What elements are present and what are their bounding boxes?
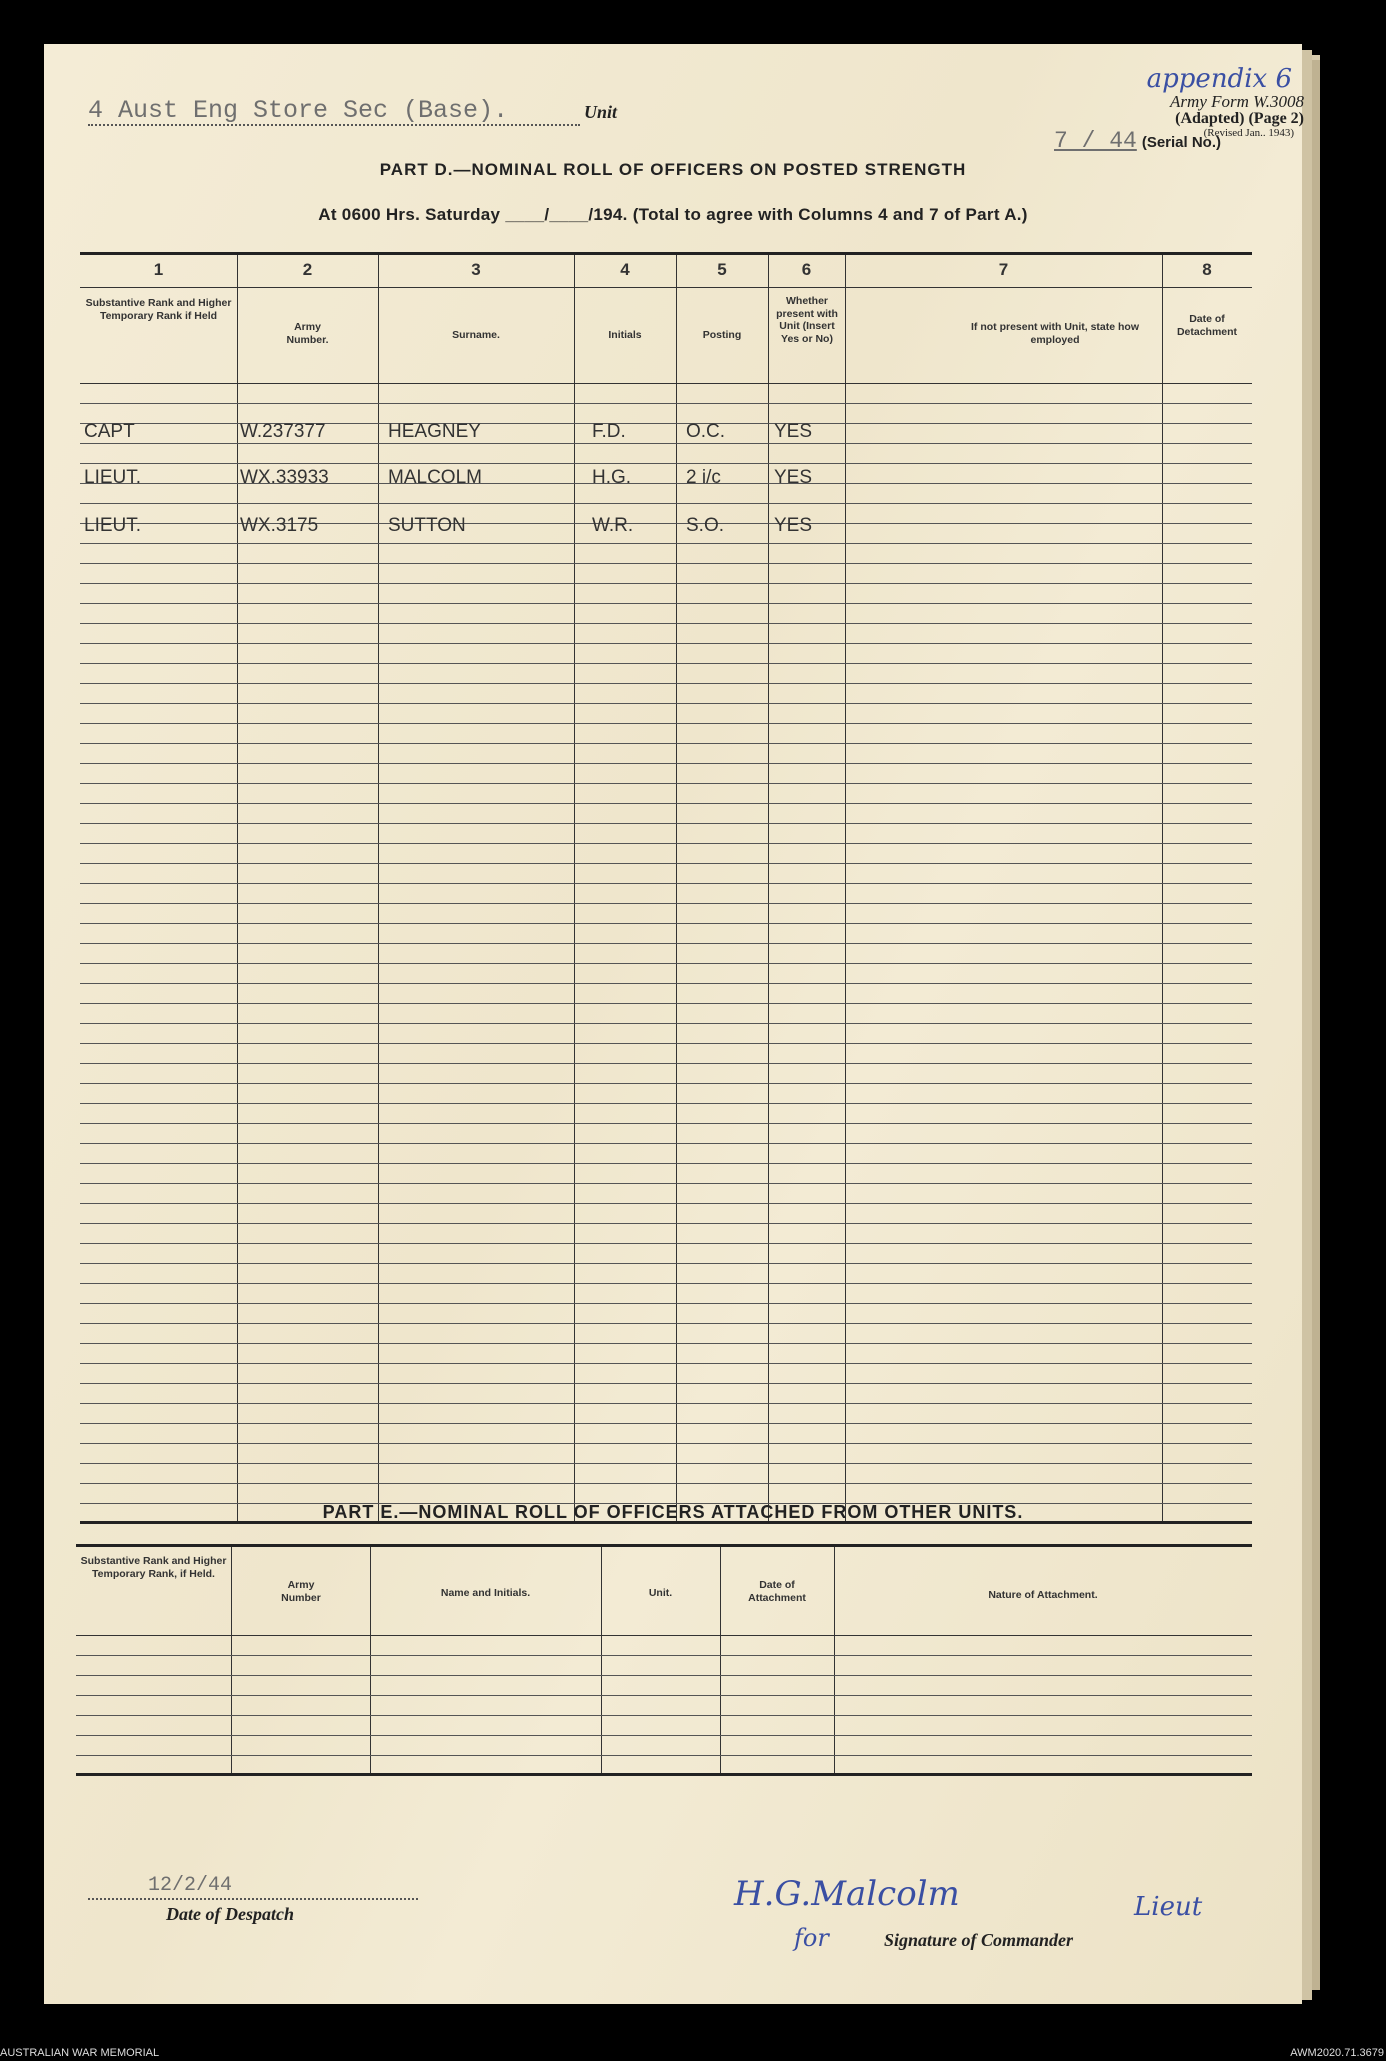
col-divider [1162, 255, 1163, 1521]
column-number: 1 [153, 260, 164, 279]
ruled-line [80, 803, 1252, 804]
form-adapted: (Adapted) (Page 2) [1175, 110, 1304, 128]
col-divider [601, 1547, 602, 1773]
ruled-line [80, 723, 1252, 724]
header-divider [80, 287, 1252, 288]
ruled-line [76, 1655, 1252, 1656]
column-header-employment: If not present with Unit, state how employed [971, 321, 1139, 346]
ruled-line [80, 1083, 1252, 1084]
ruled-line [80, 1063, 1252, 1064]
unit-line [88, 96, 618, 125]
ruled-line [80, 503, 1252, 504]
ruled-line [80, 603, 1252, 604]
ruled-line [76, 1715, 1252, 1716]
ruled-line [80, 1443, 1252, 1444]
serial-number [1054, 128, 1221, 154]
entry-rank: CAPT [84, 421, 135, 442]
ruled-line [80, 1203, 1252, 1204]
despatch-label: Date of Despatch [166, 1904, 294, 1924]
ruled-line [80, 1103, 1252, 1104]
col-divider [231, 1547, 232, 1773]
footer-credit: AUSTRALIAN WAR MEMORIAL [0, 2047, 160, 2059]
ruled-line [80, 1283, 1252, 1284]
column-number: 2 [302, 260, 313, 279]
entry-posting: O.C. [686, 421, 726, 442]
ruled-line [80, 883, 1252, 884]
ruled-line [80, 1183, 1252, 1184]
col-divider [834, 1547, 835, 1773]
paper-edge [1302, 50, 1312, 2000]
ruled-line [76, 1675, 1252, 1676]
column-number: 6 [801, 260, 812, 279]
column-header-name: Name and Initials. [440, 1587, 531, 1599]
header-bottom [76, 1635, 1252, 1636]
signature-label: Signature of Commander [884, 1930, 1074, 1950]
ruled-line [80, 1403, 1252, 1404]
col-divider [370, 1547, 371, 1773]
col-divider [378, 255, 379, 1521]
footer-accession: AWM2020.71.3679 [1290, 2047, 1384, 2059]
ruled-line [80, 583, 1252, 584]
column-header-initials: Initials [608, 329, 642, 341]
col-divider [720, 1547, 721, 1773]
ruled-line [80, 1343, 1252, 1344]
ruled-line [76, 1755, 1252, 1756]
column-header-nature: Nature of Attachment. [988, 1589, 1098, 1601]
column-header-present: Whether present with Unit (Insert Yes or No) [776, 295, 838, 345]
ruled-line [80, 563, 1252, 564]
entry-army-number: WX.3175 [240, 515, 319, 536]
col-divider [237, 255, 238, 1521]
column-header-posting: Posting [702, 329, 742, 341]
ruled-line [80, 1303, 1252, 1304]
column-header-army-number: Army Number [281, 1579, 321, 1604]
ruled-line [80, 963, 1252, 964]
ruled-line [80, 1463, 1252, 1464]
ruled-line [80, 1263, 1252, 1264]
column-header-army-number: Army Number. [286, 321, 329, 346]
column-number: 7 [998, 260, 1009, 279]
column-header-rank: Substantive Rank and Higher Temporary Rank, if Held. [80, 1555, 227, 1580]
entry-initials: H.G. [592, 467, 632, 488]
ruled-line [80, 763, 1252, 764]
unit-label: Unit [584, 102, 618, 122]
ruled-line [80, 663, 1252, 664]
ruled-line [80, 1383, 1252, 1384]
part-d-at-line: At 0600 Hrs. Saturday ____/____/194. (Total to agree with Columns 4 and 7 of Part A.) [318, 205, 1028, 224]
col-divider [676, 255, 677, 1521]
ruled-line [80, 843, 1252, 844]
entry-posting: S.O. [686, 515, 725, 536]
form-revised: (Revised Jan.. 1943) [1203, 126, 1294, 139]
entry-rank: LIEUT. [84, 467, 142, 488]
ruled-line [80, 923, 1252, 924]
column-header-date-attachment: Date of Attachment [748, 1579, 806, 1604]
ruled-line [80, 1363, 1252, 1364]
ruled-line [80, 983, 1252, 984]
ruled-line [80, 943, 1252, 944]
column-number: 3 [471, 260, 481, 279]
ruled-line [80, 1483, 1252, 1484]
col-divider [574, 255, 575, 1521]
entry-army-number: WX.33933 [240, 467, 329, 488]
ruled-line [80, 903, 1252, 904]
ruled-line [80, 1043, 1252, 1044]
entry-present: YES [774, 421, 813, 442]
part-d-title: PART D.—NOMINAL ROLL OF OFFICERS ON POSTED STRENGTH [379, 160, 967, 179]
despatch-dotted-line [88, 1898, 418, 1900]
ruled-line [80, 623, 1252, 624]
paper-edge-shadow [1312, 60, 1320, 1990]
ruled-line [80, 1003, 1252, 1004]
entry-initials: W.R. [592, 515, 634, 536]
column-number: 5 [717, 260, 727, 279]
ruled-line [80, 863, 1252, 864]
entry-army-number: W.237377 [240, 421, 326, 442]
column-header-surname: Surname. [452, 329, 500, 341]
column-header-unit: Unit. [648, 1587, 673, 1599]
part-e-title: PART E.—NOMINAL ROLL OF OFFICERS ATTACHED FROM OTHER UNITS. [322, 1502, 1024, 1522]
form-number: Army Form W.3008 [1170, 92, 1304, 112]
column-number: 4 [620, 260, 630, 279]
entry-present: YES [774, 515, 813, 536]
ruled-line [76, 1735, 1252, 1736]
ruled-line [80, 1143, 1252, 1144]
entry-surname: MALCOLM [388, 467, 482, 488]
column-header-detachment: Date of Detachment [1176, 313, 1238, 338]
col-divider [768, 255, 769, 1521]
ruled-line [76, 1695, 1252, 1696]
ruled-line [80, 1243, 1252, 1244]
ruled-line [80, 403, 1252, 404]
entry-surname: HEAGNEY [388, 421, 481, 442]
entry-surname: SUTTON [388, 515, 466, 536]
despatch-date: 12/2/44 [148, 1874, 233, 1897]
serial-label: (Serial No.) [1141, 134, 1222, 151]
signature-rank: Lieut [1134, 1892, 1203, 1922]
ruled-line [80, 1423, 1252, 1424]
entry-rank: LIEUT. [84, 515, 142, 536]
army-form-page [44, 44, 1302, 2004]
unit-dotted-line [88, 124, 580, 126]
ruled-line [80, 823, 1252, 824]
commander-signature: H.G.Malcolm [734, 1874, 960, 1914]
part-e-table [76, 1544, 1252, 1776]
ruled-line [80, 443, 1252, 444]
appendix-note: appendix 6 [1146, 64, 1292, 94]
ruled-line [80, 1163, 1252, 1164]
ruled-line [80, 643, 1252, 644]
ruled-line [80, 1023, 1252, 1024]
col-divider [845, 255, 846, 1521]
part-d-table [80, 252, 1252, 1524]
entry-present: YES [774, 467, 813, 488]
unit-value: 4 Aust Eng Store Sec (Base). [88, 96, 509, 125]
signature-for: for [794, 1924, 829, 1952]
ruled-line [80, 1123, 1252, 1124]
serial-value: 7 / 44 [1054, 128, 1137, 154]
column-number: 8 [1202, 260, 1212, 279]
entry-initials: F.D. [592, 421, 626, 442]
ruled-line [80, 683, 1252, 684]
ruled-line [80, 703, 1252, 704]
header-bottom [80, 383, 1252, 384]
ruled-line [80, 1323, 1252, 1324]
ruled-line [80, 743, 1252, 744]
ruled-line [80, 1223, 1252, 1224]
signature-block [734, 1874, 1294, 1974]
column-header-rank: Substantive Rank and Higher Temporary Rank if Held [85, 297, 232, 322]
ruled-line [80, 783, 1252, 784]
ruled-line [80, 543, 1252, 544]
entry-posting: 2 i/c [686, 467, 721, 488]
ruled-line [80, 463, 1252, 464]
